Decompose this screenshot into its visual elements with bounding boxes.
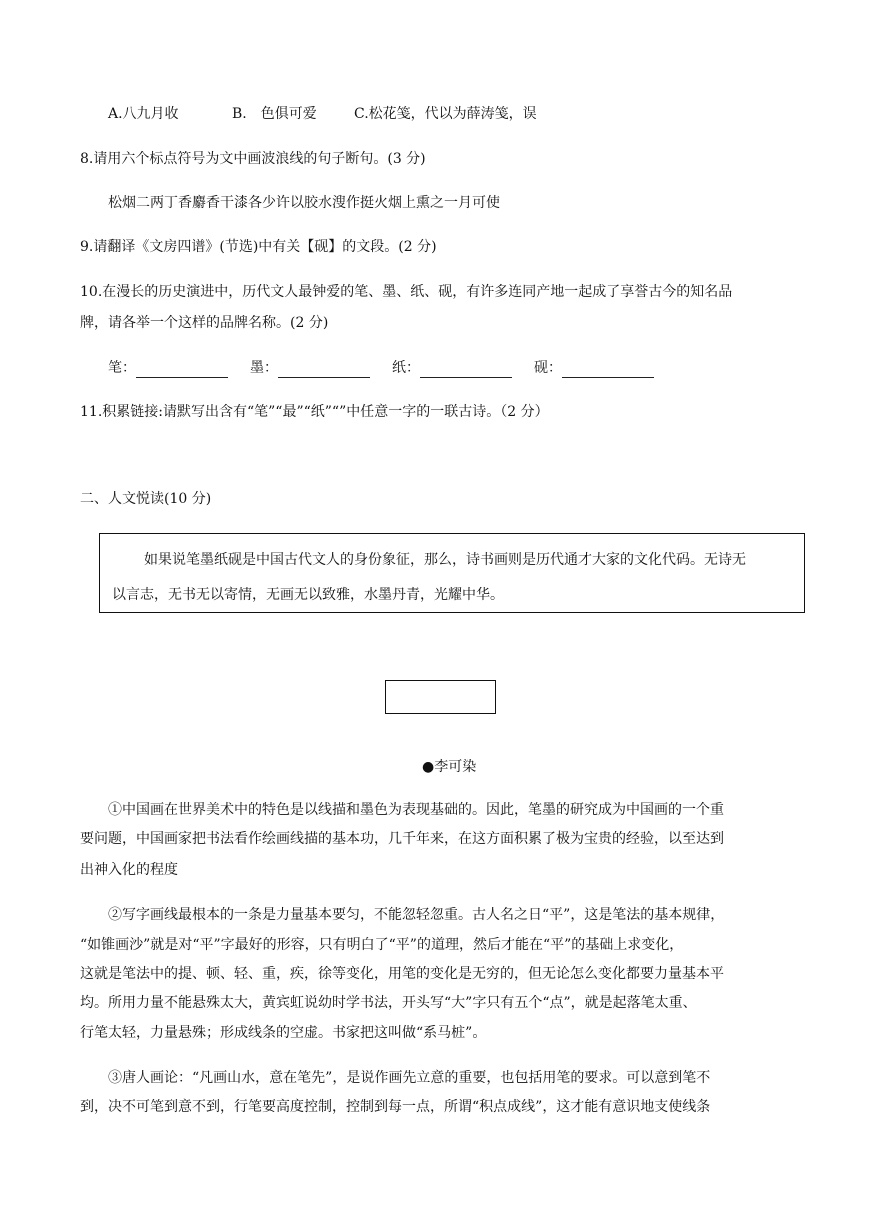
paper-blank[interactable]: [420, 363, 512, 378]
q7-option-c: C.松花笺，代以为薛涛笺，误: [354, 106, 537, 122]
ink-blank[interactable]: [278, 363, 370, 378]
ink-label: 墨：: [250, 360, 278, 376]
intro-line-1: 如果说笔墨纸砚是中国古代文人的身份象征，那么，诗书画则是历代通才大家的文化代码。无诗无: [144, 552, 746, 568]
q10-prompt-line1: 10.在漫长的历史演进中，历代文人最钟爱的笔、墨、纸、砚，有许多连同产地一起成了享誉古今的知名品: [80, 284, 733, 300]
p2-line-1: ②写字画线最根本的一条是力量基本要匀，不能忽轻忽重。古人名之日“平”，这是笔法的基本规律，: [108, 907, 725, 923]
intro-line-2: 以言志，无书无以寄情，无画无以致雅，水墨丹青，光耀中华。: [112, 587, 504, 603]
p2-line-3: 这就是笔法中的提、顿、轻、重，疾，徐等变化，用笔的变化是无穷的，但无论怎么变化都要力量基本平: [80, 966, 724, 982]
q7-option-a: A.八九月收: [108, 106, 179, 122]
inkstone-blank[interactable]: [562, 363, 654, 378]
section-title: 二、人文悦读(10 分): [80, 491, 212, 507]
p3-line-1: ③唐人画论：“凡画山水，意在笔先”，是说作画先立意的重要，也包括用笔的要求。可以意到笔不: [108, 1070, 711, 1086]
p1-line-1: ①中国画在世界美术中的特色是以线描和墨色为表现基础的。因此，笔墨的研究成为中国画的一个重: [108, 802, 724, 818]
inkstone-label: 砚：: [534, 360, 562, 376]
paper-label: 纸：: [392, 360, 420, 376]
q10-answer-blanks: [108, 358, 676, 378]
q10-prompt-line2: 牌，请各举一个这样的品牌名称。(2 分): [80, 315, 329, 331]
q8-prompt: 8.请用六个标点符号为文中画波浪线的句子断句。(3 分): [80, 151, 426, 167]
p2-line-2: “如锥画沙”就是对“平”字最好的形容，只有明白了“平”的道理，然后才能在“平”的基础上求变化，: [80, 937, 684, 953]
p2-line-4: 均。所用力量不能悬殊太大，黄宾虹说幼时学书法，开头写“大”字只有五个“点”，就是起落笔太重、: [80, 995, 697, 1011]
q8-sentence: 松烟二两丁香麝香干漆各少许以胶水溲作挺火烟上熏之一月可使: [108, 195, 500, 211]
brush-blank[interactable]: [136, 363, 228, 378]
q11-prompt: 11.积累链接:请默写出含有“笔”“最”“纸”“”中任意一字的一联古诗。（2 分）: [80, 404, 549, 420]
q7-options: [108, 104, 537, 124]
p2-line-5: 行笔太轻，力量悬殊；形成线条的空虚。书家把这叫做“系马桩”。: [80, 1025, 487, 1041]
p1-line-3: 出神入化的程度: [80, 862, 178, 878]
p3-line-2: 到，决不可笔到意不到，行笔要高度控制，控制到每一点，所谓“积点成线”，这才能有意识地支使线条: [80, 1099, 711, 1115]
article-author: ●李可染: [422, 759, 477, 775]
article-title-box: [385, 680, 496, 714]
q7-option-b: B. 色俱可爱: [232, 106, 317, 122]
intro-box: [99, 533, 805, 613]
q9-prompt: 9.请翻译《文房四谱》(节选)中有关【砚】的文段。(2 分): [80, 239, 437, 255]
brush-label: 笔：: [108, 360, 136, 376]
p1-line-2: 要问题，中国画家把书法看作绘画线描的基本功，几千年来，在这方面积累了极为宝贵的经验，以至达到: [80, 831, 724, 847]
